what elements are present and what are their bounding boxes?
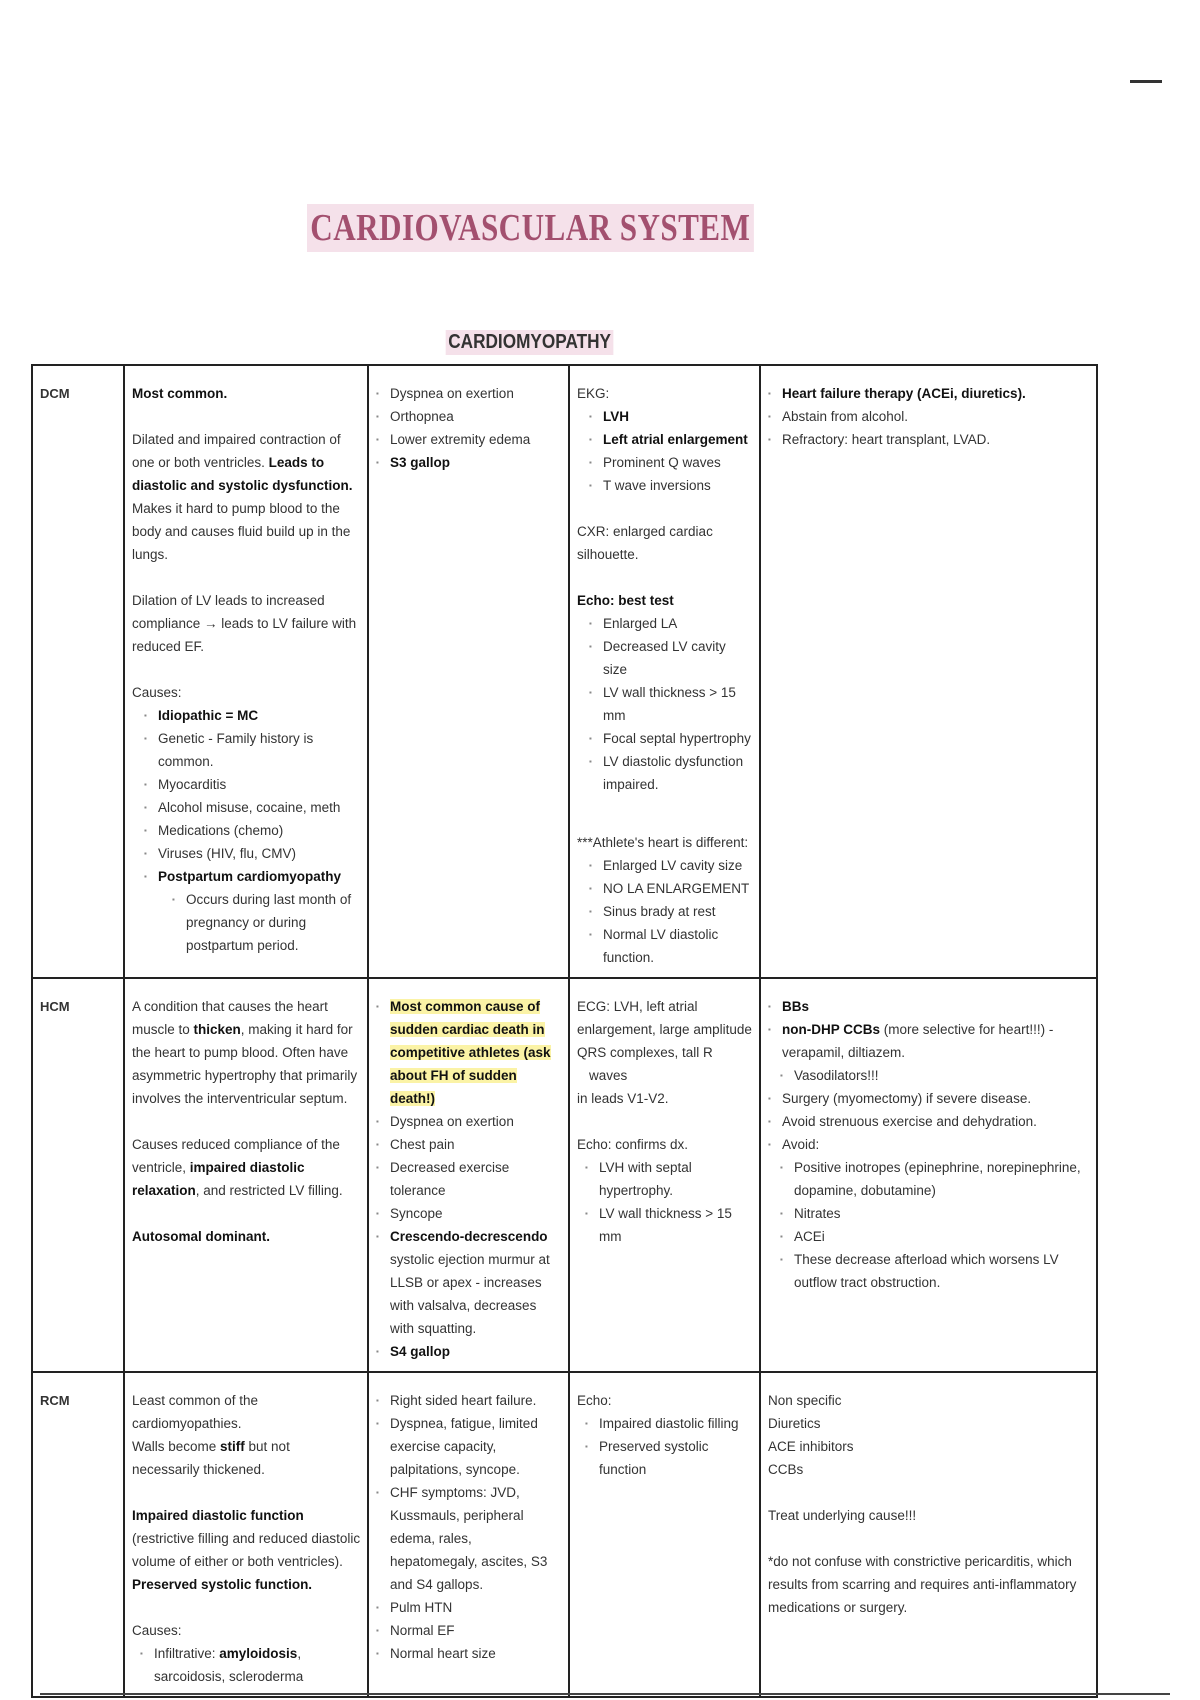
text-bold: impaired diastolic relaxation bbox=[132, 1160, 305, 1198]
text-bold: Crescendo-decrescendo bbox=[390, 1229, 548, 1244]
section-heading: CARDIOMYOPATHY bbox=[446, 330, 614, 355]
list-item: ▪ Vasodilators!!! bbox=[780, 1064, 1090, 1087]
text-line: Autosomal dominant. bbox=[132, 1229, 270, 1244]
text-line: CXR: enlarged cardiac silhouette. bbox=[577, 524, 713, 562]
text-line: Non specific bbox=[768, 1393, 842, 1408]
list-item: ▪ NO LA ENLARGEMENT bbox=[589, 877, 753, 900]
symptoms-cell-dcm bbox=[368, 365, 569, 978]
table-row-dcm bbox=[32, 365, 1097, 978]
list-item bbox=[376, 1225, 562, 1340]
text-line bbox=[132, 1133, 361, 1202]
text: Dilated and impaired contraction of one or both ventricles. bbox=[132, 432, 341, 470]
text: Makes it hard to pump blood to the body and causes fluid build up in the lungs. bbox=[132, 501, 351, 562]
list-item: ▪ Medications (chemo) bbox=[144, 819, 361, 842]
text-bold: Impaired diastolic function bbox=[132, 1508, 304, 1523]
list-item: ▪ LV diastolic dysfunction impaired. bbox=[589, 750, 753, 796]
list-item: ▪ Normal heart size bbox=[376, 1642, 562, 1665]
list-item: ▪ Occurs during last month of pregnancy or during postpartum period. bbox=[172, 888, 361, 957]
diagnosis-cell-dcm bbox=[569, 365, 760, 978]
treatment-cell-dcm bbox=[760, 365, 1097, 978]
text: , making it hard for the heart to pump blood. Often have asymmetric hypertrophy that primarily involves the interventricular septum. bbox=[132, 1022, 358, 1106]
row-label-rcm: RCM bbox=[32, 1372, 124, 1697]
list-item: ▪ S3 gallop bbox=[376, 451, 562, 474]
text-line: ACE inhibitors bbox=[768, 1439, 854, 1454]
page-title: CARDIOVASCULAR SYSTEM bbox=[307, 204, 754, 252]
text: (restrictive filling and reduced diastolic volume of either or both ventricles). bbox=[132, 1531, 361, 1569]
list-item: ▪ LV wall thickness > 15 mm bbox=[585, 1202, 753, 1248]
text-line: EKG: bbox=[577, 386, 610, 401]
list-item: ▪ Avoid: bbox=[768, 1133, 1090, 1156]
list-item: ▪ Right sided heart failure. bbox=[376, 1389, 562, 1412]
text-line bbox=[132, 995, 361, 1110]
text-line: in leads V1-V2. bbox=[577, 1091, 669, 1106]
list-item: ▪ Enlarged LV cavity size bbox=[589, 854, 753, 877]
text-line: Echo: best test bbox=[577, 593, 674, 608]
text-line: Causes: bbox=[132, 685, 182, 700]
list-item: ▪ Abstain from alcohol. bbox=[768, 405, 1090, 428]
top-dash bbox=[1130, 80, 1162, 83]
text-line: Echo: bbox=[577, 1393, 612, 1408]
text-line: *do not confuse with constrictive pericarditis, which results from scarring and requires anti-inflammatory medications or surgery. bbox=[768, 1554, 1077, 1615]
text-bold: stiff bbox=[220, 1439, 245, 1454]
list-item: ▪ Syncope bbox=[376, 1202, 562, 1225]
list-item: ▪ Normal LV diastolic function. bbox=[589, 923, 753, 969]
text-line: ***Athlete's heart is different: bbox=[577, 835, 749, 850]
text: , sarcoidosis, scleroderma bbox=[154, 1646, 304, 1684]
text-line: Preserved systolic function. bbox=[132, 1577, 313, 1592]
list-item: ▪ Enlarged LA bbox=[589, 612, 753, 635]
list-item: ▪ Orthopnea bbox=[376, 405, 562, 428]
list-item: ▪ Chest pain bbox=[376, 1133, 562, 1156]
list-item: ▪ Heart failure therapy (ACEi, diuretics). bbox=[768, 382, 1090, 405]
list-item: ▪ Impaired diastolic filling bbox=[585, 1412, 753, 1435]
list-item: ▪ Pulm HTN bbox=[376, 1596, 562, 1619]
text: Infiltrative: bbox=[154, 1646, 220, 1661]
table-row-hcm bbox=[32, 978, 1097, 1372]
text-bold: thicken bbox=[193, 1022, 241, 1037]
list-item: ▪ LV wall thickness > 15 mm bbox=[589, 681, 753, 727]
highlighted-text: Most common cause of sudden cardiac death in competitive athletes (ask about FH of sudden death!) bbox=[390, 999, 551, 1106]
text: systolic ejection murmur at LLSB or apex - increases with valsalva, decreases with squatting. bbox=[390, 1252, 550, 1336]
list-item: ▪ Focal septal hypertrophy bbox=[589, 727, 753, 750]
text-line: Echo: confirms dx. bbox=[577, 1137, 689, 1152]
row-label-dcm: DCM bbox=[32, 365, 124, 978]
description-cell-rcm bbox=[124, 1372, 368, 1697]
text-line: Most common. bbox=[132, 386, 228, 401]
text: Causes reduced compliance of the ventricle, bbox=[132, 1137, 340, 1175]
list-item: ▪ Genetic - Family history is common. bbox=[144, 727, 361, 773]
list-item: ▪ Normal EF bbox=[376, 1619, 562, 1642]
table-row-rcm bbox=[32, 1372, 1097, 1697]
description-cell-dcm bbox=[124, 365, 368, 978]
symptoms-cell-rcm bbox=[368, 1372, 569, 1697]
list-item: ▪ Decreased exercise tolerance bbox=[376, 1156, 562, 1202]
list-item: ▪ Sinus brady at rest bbox=[589, 900, 753, 923]
text-line: Diuretics bbox=[768, 1416, 821, 1431]
list-item: ▪ These decrease afterload which worsens LV outflow tract obstruction. bbox=[780, 1248, 1090, 1294]
list-item bbox=[376, 995, 562, 1110]
row-label-hcm: HCM bbox=[32, 978, 124, 1372]
list-item: ▪ Preserved systolic function bbox=[585, 1435, 753, 1481]
list-item: ▪ Dyspnea, fatigue, limited exercise capacity, palpitations, syncope. bbox=[376, 1412, 562, 1481]
text-line bbox=[132, 1504, 361, 1573]
list-item: ▪ ACEi bbox=[780, 1225, 1090, 1248]
list-item: ▪ Myocarditis bbox=[144, 773, 361, 796]
list-item: ▪ Refractory: heart transplant, LVAD. bbox=[768, 428, 1090, 451]
list-item bbox=[768, 1018, 1090, 1064]
treatment-cell-hcm bbox=[760, 978, 1097, 1372]
symptoms-cell-hcm bbox=[368, 978, 569, 1372]
text: Walls become bbox=[132, 1439, 221, 1454]
list-item: ▪ LVH with septal hypertrophy. bbox=[585, 1156, 753, 1202]
text-line: Least common of the cardiomyopathies. bbox=[132, 1393, 259, 1431]
diagnosis-cell-rcm bbox=[569, 1372, 760, 1697]
list-item: ▪ Nitrates bbox=[780, 1202, 1090, 1225]
cardiomyopathy-table bbox=[31, 364, 1098, 1698]
list-item: ▪ Viruses (HIV, flu, CMV) bbox=[144, 842, 361, 865]
text-bold: amyloidosis bbox=[219, 1646, 298, 1661]
text: (more selective for heart!!!) - verapamil, diltiazem. bbox=[782, 1022, 1054, 1060]
list-item: ▪ Left atrial enlargement bbox=[589, 428, 753, 451]
text-line: CCBs bbox=[768, 1462, 804, 1477]
list-item: ▪ Dyspnea on exertion bbox=[376, 382, 562, 405]
list-item: ▪ Postpartum cardiomyopathy bbox=[144, 865, 361, 888]
text: but not necessarily thickened. bbox=[132, 1439, 290, 1477]
list-item: ▪ BBs bbox=[768, 995, 1090, 1018]
list-item: ▪ CHF symptoms: JVD, Kussmauls, peripheral edema, rales, hepatomegaly, ascites, S3 and S4 gallops. bbox=[376, 1481, 562, 1596]
text: , and restricted LV filling. bbox=[195, 1183, 343, 1198]
list-item: ▪ Decreased LV cavity size bbox=[589, 635, 753, 681]
list-item: ▪ Idiopathic = MC bbox=[144, 704, 361, 727]
list-item: ▪ Lower extremity edema bbox=[376, 428, 562, 451]
list-item: ▪ S4 gallop bbox=[376, 1340, 562, 1363]
diagnosis-cell-hcm bbox=[569, 978, 760, 1372]
list-item bbox=[140, 1642, 361, 1688]
list-item: ▪ Avoid strenuous exercise and dehydration. bbox=[768, 1110, 1090, 1133]
text-line bbox=[132, 428, 361, 566]
text-bold: Leads to diastolic and systolic dysfunction. bbox=[132, 455, 353, 493]
text-line: Dilation of LV leads to increased compliance → leads to LV failure with reduced EF. bbox=[132, 593, 357, 654]
text-line: Causes: bbox=[132, 1623, 182, 1638]
text-line bbox=[132, 1435, 361, 1481]
text-bold: non-DHP CCBs bbox=[782, 1022, 881, 1037]
list-item: ▪ Dyspnea on exertion bbox=[376, 1110, 562, 1133]
bottom-rule bbox=[40, 1693, 1170, 1695]
list-item: ▪ Prominent Q waves bbox=[589, 451, 753, 474]
text-line: ECG: LVH, left atrial enlargement, large amplitude QRS complexes, tall R bbox=[577, 999, 752, 1060]
treatment-cell-rcm bbox=[760, 1372, 1097, 1697]
list-item: ▪ Surgery (myomectomy) if severe disease. bbox=[768, 1087, 1090, 1110]
text-line: Treat underlying cause!!! bbox=[768, 1508, 917, 1523]
section-heading-container bbox=[0, 330, 1060, 355]
text: A condition that causes the heart muscle to bbox=[132, 999, 328, 1037]
title-container bbox=[0, 204, 1060, 252]
list-item: ▪ T wave inversions bbox=[589, 474, 753, 497]
list-item: ▪ Positive inotropes (epinephrine, norepinephrine, dopamine, dobutamine) bbox=[780, 1156, 1090, 1202]
list-item: ▪ Alcohol misuse, cocaine, meth bbox=[144, 796, 361, 819]
list-item: ▪ LVH bbox=[589, 405, 753, 428]
text-line: waves bbox=[589, 1068, 628, 1083]
description-cell-hcm bbox=[124, 978, 368, 1372]
